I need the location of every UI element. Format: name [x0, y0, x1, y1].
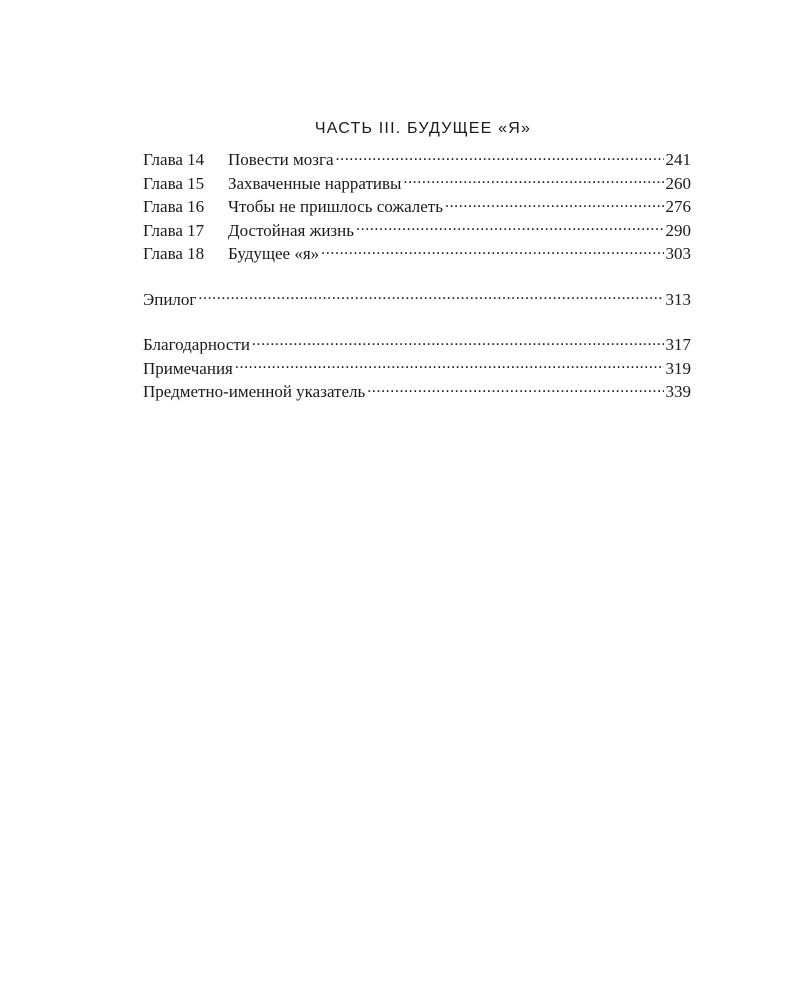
dot-leader: [321, 242, 663, 259]
table-of-contents: [143, 118, 691, 404]
page-number: 290: [665, 220, 691, 240]
part-title: ЧАСТЬ III. БУДУЩЕЕ «Я»: [314, 120, 532, 137]
dot-leader: [403, 172, 663, 189]
toc-entry-acknowledgements: [143, 333, 691, 357]
section-title: Эпилог: [143, 289, 197, 309]
dot-leader: [235, 357, 664, 374]
spacer: [143, 266, 691, 288]
chapter-number: Глава 14: [143, 150, 205, 169]
section-title: Благодарности: [143, 335, 250, 354]
dot-leader: [445, 195, 664, 212]
chapter-title: Повести мозга: [228, 150, 334, 169]
toc-entry-epilogue: [143, 288, 691, 312]
dot-leader: [367, 380, 663, 397]
toc-entry-notes: [143, 357, 691, 381]
page-number: 313: [665, 289, 691, 309]
toc-entry-chapter-16: [143, 195, 691, 219]
chapter-number: Глава 16: [143, 197, 205, 216]
page-number: 317: [665, 335, 691, 354]
section-title: Примечания: [143, 358, 233, 378]
page-number: 241: [665, 150, 691, 169]
chapter-list: [143, 148, 691, 266]
page-number: 303: [665, 244, 691, 263]
page-number: 339: [665, 382, 691, 401]
page-number: 260: [665, 173, 691, 193]
dot-leader: [252, 333, 664, 350]
toc-entry-index: [143, 380, 691, 404]
page-number: 319: [665, 358, 691, 378]
section-title: Предметно-именной указатель: [143, 382, 366, 401]
dot-leader: [336, 148, 664, 165]
spacer: [143, 311, 691, 333]
page-number: 276: [665, 197, 691, 216]
toc-entry-chapter-15: [143, 172, 691, 196]
chapter-number: Глава 17: [143, 220, 205, 240]
chapter-number: Глава 15: [143, 173, 205, 193]
chapter-title: Чтобы не пришлось сожалеть: [228, 197, 443, 216]
back-matter-list: [143, 333, 691, 404]
chapter-title: Будущее «я»: [228, 244, 320, 263]
epilogue-list: [143, 288, 691, 312]
chapter-number: Глава 18: [143, 244, 205, 263]
chapter-title: Захваченные нарративы: [228, 173, 402, 193]
toc-entry-chapter-17: [143, 219, 691, 243]
toc-entry-chapter-14: [143, 148, 691, 172]
dot-leader: [198, 288, 663, 305]
chapter-title: Достойная жизнь: [228, 220, 354, 240]
toc-entry-chapter-18: [143, 242, 691, 266]
dot-leader: [356, 219, 664, 236]
